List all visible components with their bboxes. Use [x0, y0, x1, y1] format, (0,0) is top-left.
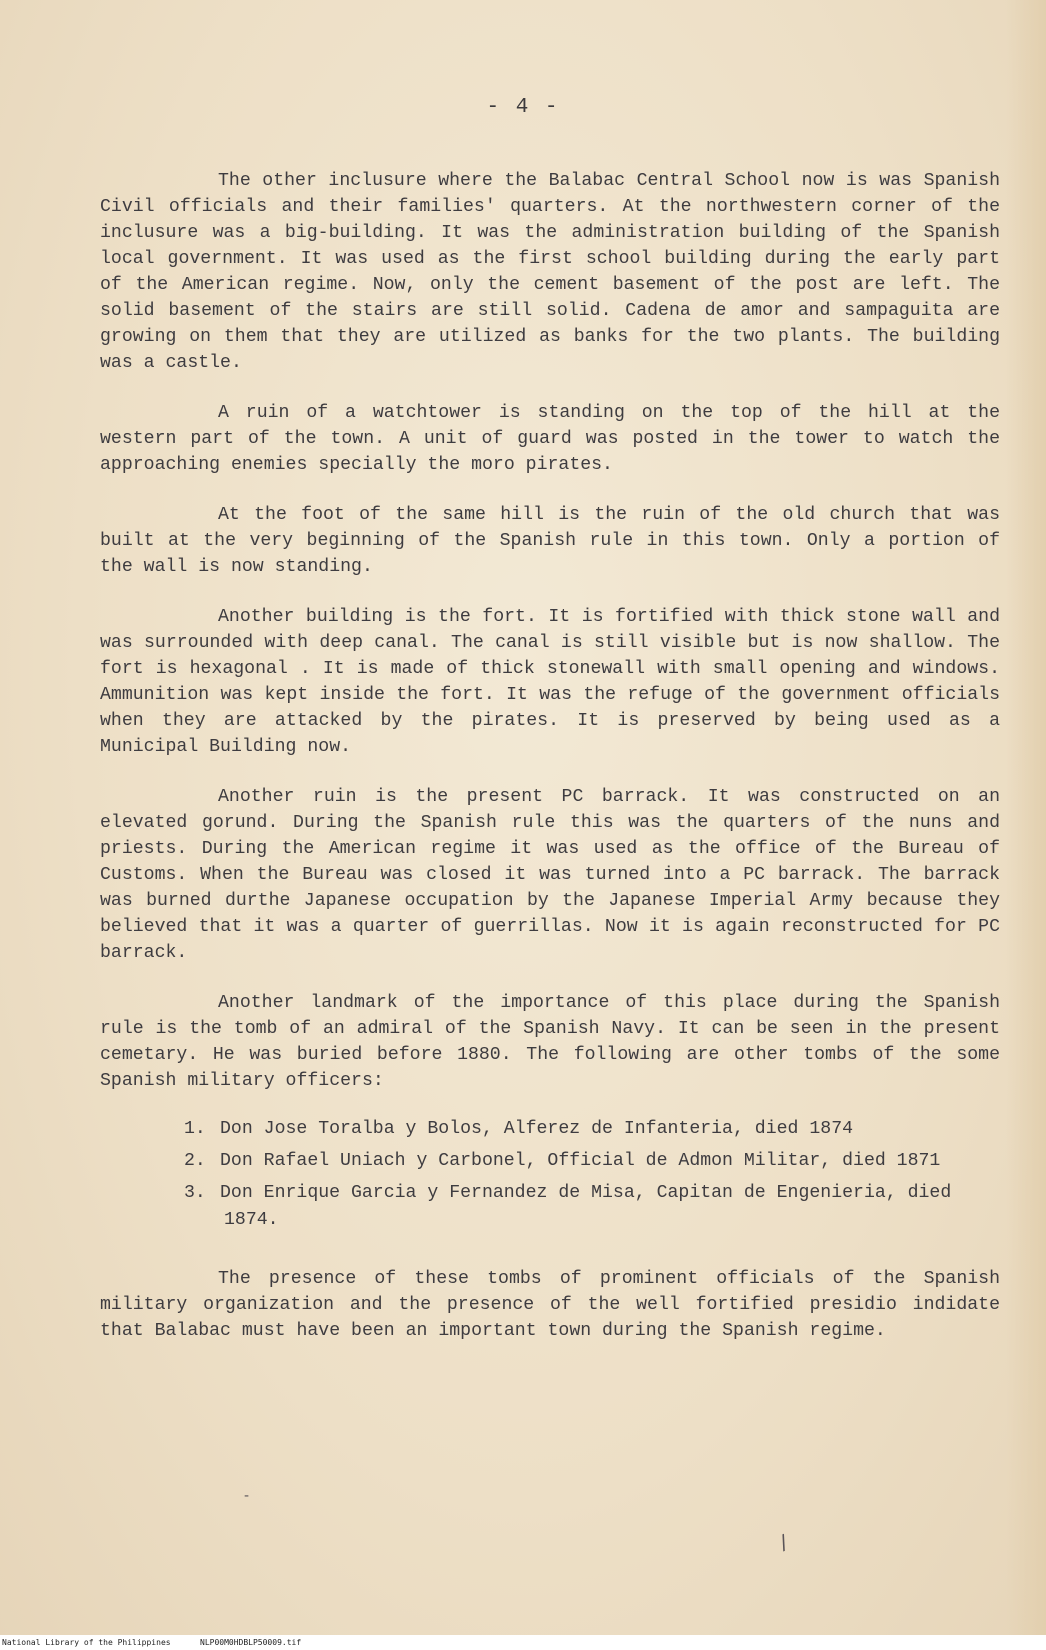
- page-edge-shadow: [1006, 0, 1046, 1650]
- list-item: [184, 1180, 1000, 1234]
- paragraph-old-church: At the foot of the same hill is the ruin of the old church that was built at the very beginning of the Spanish rule in this town. Only a portion of the wall is now standing.: [100, 505, 1000, 577]
- paragraph-conclusion: The presence of these tombs of prominent officials of the Spanish military organization and the presence of the well fortified presidio indidate that Balabac must have been an important town during the Spanish regime.: [100, 1269, 1000, 1341]
- scan-footer: [0, 1635, 1046, 1650]
- paragraph-fort: Another building is the fort. It is fortified with thick stone wall and was surrounded with deep canal. The canal is still visible but is now shallow. The fort is hexagonal . It is made of thick stonewall with small opening and windows. Ammunition was kept inside the fort. It was the refuge of the government officials when they are attacked by the pirates. It is preserved by being used as a Municipal Building now.: [100, 607, 1000, 757]
- list-item-text: Don Jose Toralba y Bolos, Alferez de Infanteria, died 1874: [220, 1119, 854, 1139]
- list-item: [184, 1148, 1000, 1175]
- list-item-number: 1.: [184, 1119, 206, 1139]
- pen-stroke-mark: /: [776, 1529, 791, 1555]
- list-item-number: 3.: [184, 1183, 206, 1203]
- list-item-text: Don Enrique Garcia y Fernandez de Misa, Capitan de Engenieria, died 1874.: [220, 1183, 952, 1230]
- document-body: [100, 168, 1000, 1368]
- page-number: - 4 -: [486, 96, 560, 119]
- paragraph-admiral-tomb: Another landmark of the importance of this place during the Spanish rule is the tomb of an admiral of the Spanish Navy. It can be seen in the present cemetary. He was buried before 1880. The following are other tombs of the some Spanish military officers:: [100, 993, 1000, 1091]
- footer-library-name: National Library of the Philippines: [2, 1638, 171, 1647]
- paragraph-school-quarters: The other inclusure where the Balabac Central School now is was Spanish Civil officials and their families' quarters. At the northwestern corner of the inclusure was a big-building. It was the administration building of the Spanish local government. It was used as the first school building during the early part of the American regime. Now, only the cement basement of the post are left. The solid basement of the stairs are still solid. Cadena de amor and sampaguita are growing on them that they are utilized as banks for the two plants. The building was a castle.: [100, 171, 1000, 373]
- paragraph-pc-barrack: Another ruin is the present PC barrack. It was constructed on an elevated gorund. During the Spanish rule this was the quarters of the nuns and priests. During the American regime it was used as the office of the Bureau of Customs. When the Bureau was closed it was turned into a PC barrack. The barrack was burned durthe Japanese occupation by the Japanese Imperial Army because they believed that it was a quarter of guerrillas. Now it is again reconstructed for PC barrack.: [100, 787, 1000, 963]
- pen-dot-mark: -: [244, 1488, 250, 1504]
- footer-file-id: NLP00M0HDBLP50009.tif: [200, 1638, 302, 1647]
- list-item-number: 2.: [184, 1151, 206, 1171]
- list-item-text: Don Rafael Uniach y Carbonel, Official de Admon Militar, died 1871: [220, 1151, 941, 1171]
- paragraph-watchtower: A ruin of a watchtower is standing on the top of the hill at the western part of the town. A unit of guard was posted in the tower to watch the approaching enemies specially the moro pirates.: [100, 403, 1000, 475]
- list-item: [184, 1116, 1000, 1143]
- tomb-list: [100, 1116, 1000, 1234]
